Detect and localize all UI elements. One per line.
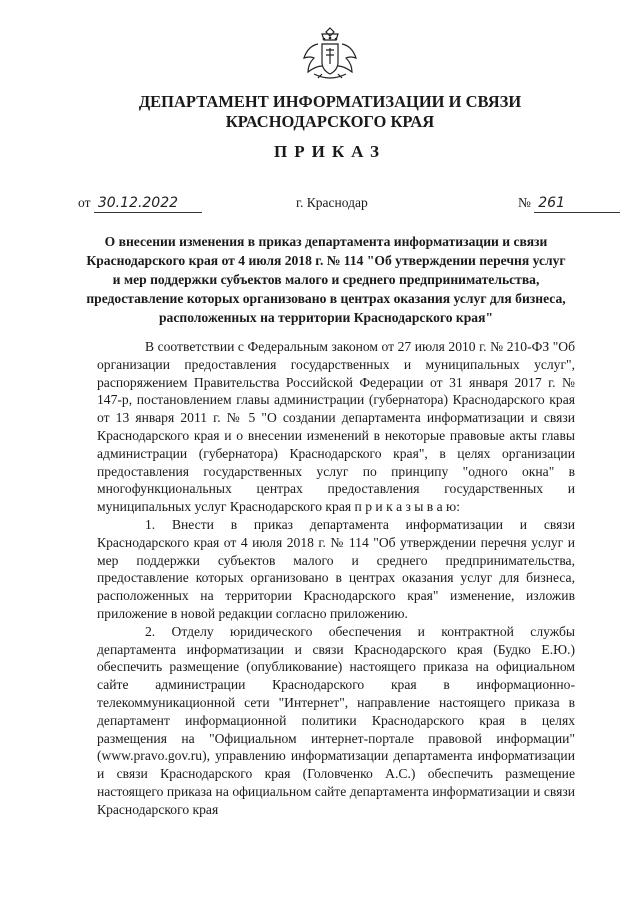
item-2-paragraph: 2. Отделу юридического обеспечения и контрактной службы департамента информатизации и связи Краснодарского края (Будко Е.Ю.) обеспечить размещение (опубликование) настоящего приказа на официальном сайте администрации Краснодарского края в информационно-телекоммуникационной сети "Интернет", направление настоящего приказа в департамент информационной политики Краснодарского края в целях размещения на "Официальном интернет-портале правовой информации" (www.pravo.gov.ru), управлению информатизации департамента информатизации и связи Краснодарского края (Головченко А.С.) обеспечить размещение настоящего приказа на официальном сайте департамента информатизации и связи Краснодарского края — [97, 623, 575, 817]
preamble-paragraph — [97, 338, 575, 516]
number-value: 261 — [534, 194, 620, 213]
order-body — [97, 338, 575, 819]
order-word: п р и к а з ы в а ю: — [354, 499, 460, 515]
order-number — [518, 194, 620, 213]
number-prefix: № — [518, 195, 531, 210]
department-title-line1: ДЕПАРТАМЕНТ ИНФОРМАТИЗАЦИИ И СВЯЗИ — [138, 92, 522, 111]
order-date — [78, 194, 202, 213]
order-city: г. Краснодар — [296, 195, 368, 210]
item-1-paragraph: 1. Внести в приказ департамента информатизации и связи Краснодарского края от 4 июля 2018 г. № 114 "Об утверждении перечня услуг и мер поддержки субъектов малого и среднего предпринимательства, предоставление которых организовано в центрах оказания услуг для бизнеса, расположенных на территории Краснодарского края" изменение, изложив приложение в новой редакции согласно приложению. — [97, 516, 575, 621]
coat-of-arms-icon — [300, 24, 360, 84]
document-kind: ПРИКАЗ — [274, 142, 386, 161]
order-subject: О внесении изменения в приказ департамента информатизации и связи Краснодарского края от 4 июля 2018 г. № 114 "Об утверждении перечня услуг и мер поддержки субъектов малого и среднего предпринимательства, предоставление которых организовано в центрах оказания услуг для бизнеса, расположенных на территории Краснодарского края" — [86, 234, 566, 325]
date-value: 30.12.2022 — [94, 194, 202, 213]
date-prefix: от — [78, 195, 91, 210]
department-title-line2: КРАСНОДАРСКОГО КРАЯ — [225, 112, 435, 131]
preamble-text: В соответствии с Федеральным законом от 27 июля 2010 г. № 210-ФЗ "Об организации предоставления государственных и муниципальных услуг", распоряжением Правительства Российской Федерации от 31 января 2017 г. № 147-р, постановлением главы администрации (губернатора) Краснодарского края от 13 января 2011 г. № 5 "О создании департамента информатизации и связи Краснодарского края и о внесении изменений в некоторые правовые акты главы администрации (губернатора) Краснодарского края", в целях организации предоставления государственных услуг по принципу "одного окна" в многофункциональных центрах предоставления государственных и муниципальных услуг Краснодарского края — [97, 339, 575, 515]
